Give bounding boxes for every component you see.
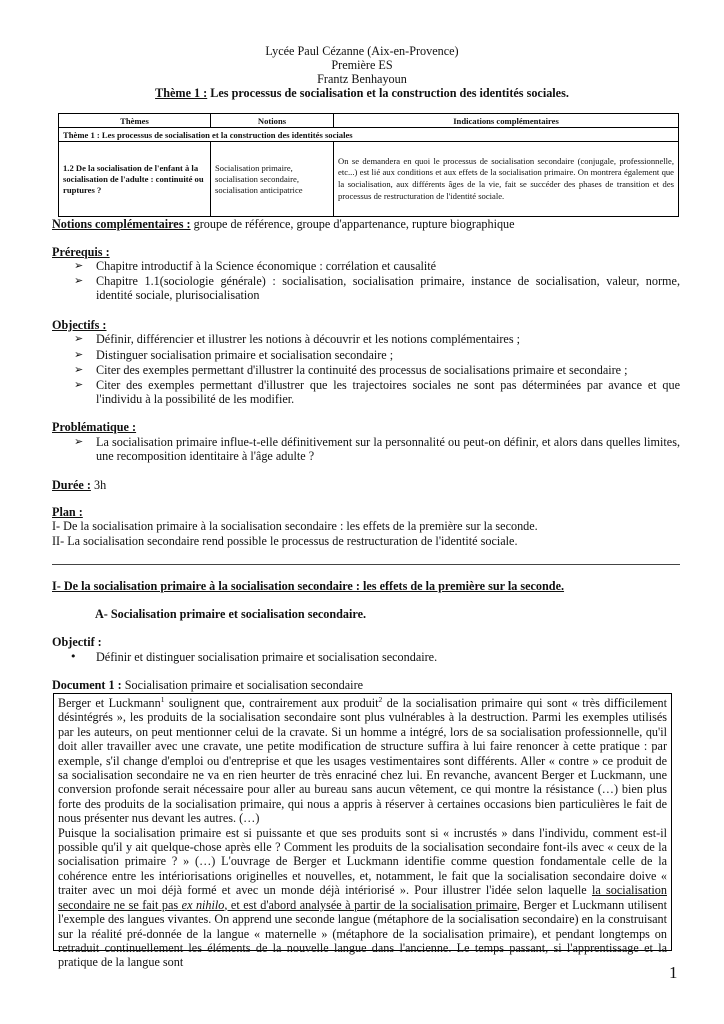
plan-item-2: II- La socialisation secondaire rend possible le processus de restructuration de l'identité sociale. bbox=[52, 534, 518, 548]
table-cell-theme: 1.2 De la socialisation de l'enfant à la socialisation de l'adulte : continuité ou ruptures ? bbox=[59, 142, 211, 217]
arrow-bullet-icon: ➢ bbox=[74, 259, 84, 272]
list-item: ➢ La socialisation primaire influe-t-elle définitivement sur la personnalité ou peut-on définir, et alors dans quelles limites, une recomposition identitaire à l'âge adulte ? bbox=[74, 435, 680, 464]
table-theme-row: Thème 1 : Les processus de socialisation et la construction des identités sociales bbox=[59, 128, 679, 142]
dot-bullet-icon: • bbox=[70, 650, 77, 663]
document-1-title: Socialisation primaire et socialisation secondaire bbox=[121, 678, 364, 692]
document-1-label: Document 1 : bbox=[52, 678, 122, 692]
document-paragraph: Berger et Luckmann$^1$ soulignent que, contrairement aux produit$^2$ de la socialisation primaire qui sont « très difficilement désintégrés », les produits de la socialisation secondaire sont plus vulnérables à la destruction. Parmi les exemples utilisés par les auteurs, on peut mentionner celui de la cravate. Si un homme a intégré, lors de sa socialisation professionnelle, qu'il doit aller travailler avec une cravate, une petite modification de structure suffira à lui faire renoncer à cette pratique : par exemple, s'il change d'emploi ou d'entreprise et que les usages vestimentaires sont différents. Aller « contre » ce produit de sa socialisation secondaire ne va en rien heurter de très enraciné chez lui. En revanche, avancent Berger et Luckmann, une conversion profonde serait nécessaire pour aller au bureau sans aucun vêtement, ce qui montre la résistance (…) bien plus forte des produits de la socialisation primaire, qui nous a appris à réserver à certaines occasions bien particulières le fait de nous présenter nus devant les autres. (…) bbox=[58, 694, 667, 826]
table-header-notions: Notions bbox=[211, 114, 334, 128]
prerequis-heading: Prérequis : bbox=[52, 245, 110, 259]
table-row bbox=[59, 142, 679, 217]
table-row bbox=[59, 128, 679, 142]
table-cell-indications: On se demandera en quoi le processus de socialisation secondaire (conjugale, professionnelle, etc...) est lié aux conditions et aux effets de la socialisation primaire. On montrera également que la socialisation, aux différents âges de la vie, fait se succéder des phases de transition et des processus de restructuration de l'identité sociale. bbox=[334, 142, 679, 217]
objectif-heading: Objectif : bbox=[52, 635, 102, 649]
class-level: Première ES bbox=[331, 58, 393, 72]
table-header-indications: Indications complémentaires bbox=[334, 114, 679, 128]
duree-label: Durée : bbox=[52, 478, 91, 492]
duree bbox=[52, 478, 680, 492]
list-item: ➢ Citer des exemples permettant d'illustrer que les trajectoires sociales ne sont pas déterminées par avance et que l'individu à la possibilité de les modifier. bbox=[74, 378, 680, 407]
school-name: Lycée Paul Cézanne (Aix-en-Provence) bbox=[265, 44, 459, 58]
problematique-heading: Problématique : bbox=[52, 420, 137, 434]
notions-text: groupe de référence, groupe d'appartenance, rupture biographique bbox=[190, 217, 515, 231]
table-header-row bbox=[59, 114, 679, 128]
table-header-themes: Thèmes bbox=[59, 114, 211, 128]
program-table bbox=[58, 113, 679, 217]
notions-label: Notions complémentaires : bbox=[52, 217, 191, 231]
footnote-ref: 2 bbox=[378, 694, 383, 704]
document-1-heading bbox=[52, 678, 680, 692]
section-title: I- De la socialisation primaire à la socialisation secondaire : les effets de la première sur la seconde. bbox=[52, 579, 565, 593]
arrow-bullet-icon: ➢ bbox=[74, 274, 84, 287]
page-number: 1 bbox=[669, 963, 678, 982]
document-1-text-box bbox=[53, 693, 672, 970]
arrow-bullet-icon: ➢ bbox=[74, 332, 84, 345]
plan-item-1: I- De la socialisation primaire à la socialisation secondaire : les effets de la première sur la seconde. bbox=[52, 519, 538, 533]
theme-label: Thème 1 : bbox=[155, 86, 208, 100]
list-item: ➢ Chapitre introductif à la Science économique : corrélation et causalité bbox=[74, 259, 437, 273]
footnote-ref: 1 bbox=[160, 694, 165, 704]
arrow-bullet-icon: ➢ bbox=[74, 348, 84, 361]
objectifs-heading: Objectifs : bbox=[52, 318, 107, 332]
list-item: ➢ Chapitre 1.1(sociologie générale) : socialisation, socialisation primaire, instance de socialisation, valeur, norme, identité sociale, plurisocialisation bbox=[74, 274, 680, 303]
arrow-bullet-icon: ➢ bbox=[74, 363, 84, 376]
theme-title bbox=[0, 86, 724, 101]
arrow-bullet-icon: ➢ bbox=[74, 435, 84, 448]
list-item: • Définir et distinguer socialisation primaire et socialisation secondaire. bbox=[70, 650, 438, 664]
teacher-name: Frantz Benhayoun bbox=[317, 72, 407, 86]
section-divider bbox=[52, 564, 680, 565]
document-paragraph: Puisque la socialisation primaire est si puissante et que ses produits sont si « incrustés » dans l'individu, comment est-il possible qu'il y ait quelque-chose après elle ? Comment les produits de la socialisation secondaire font-ils avec « ceux de la socialisation primaire ? » (…) L'ouvrage de Berger et Luckmann identifie comme question fondamentale celle de la cohérence entre les intériorisations originelles et nouvelles, et, notamment, le fait que la socialisation secondaire doive « traiter avec un moi déjà formé et avec un monde déjà intériorisé ». Pour illustrer l'idée selon laquelle la socialisation secondaire ne se fait pas ex nihilo, et est d'abord analysée à partir de la socialisation primaire, Berger et Luckmann utilisent l'exemple des langues vivantes. On apprend une seconde langue (métaphore de la socialisation secondaire) en la construisant sur la réalité pré-donnée de la langue « maternelle » (métaphore de la socialisation primaire), et pendant longtemps on retraduit continuellement les éléments de la nouvelle langue dans l'ancienne. Le temps passant, si l'apprentissage et la pratique de la langue sont bbox=[58, 825, 668, 970]
arrow-bullet-icon: ➢ bbox=[74, 378, 84, 391]
notions-complementaires bbox=[52, 217, 680, 231]
table-cell-notions: Socialisation primaire, socialisation secondaire, socialisation anticipatrice bbox=[211, 142, 334, 217]
list-item: ➢ Définir, différencier et illustrer les notions à découvrir et les notions complémentaires ; bbox=[74, 332, 521, 346]
list-item: ➢ Distinguer socialisation primaire et socialisation secondaire ; bbox=[74, 348, 394, 362]
theme-text: Les processus de socialisation et la construction des identités sociales. bbox=[207, 86, 569, 100]
plan-heading: Plan : bbox=[52, 505, 83, 519]
duree-text: 3h bbox=[90, 478, 107, 492]
subsection-title: A- Socialisation primaire et socialisation secondaire. bbox=[95, 607, 367, 621]
list-item: ➢ Citer des exemples permettant d'illustrer la continuité des processus de socialisations primaire et secondaire ; bbox=[74, 363, 628, 377]
